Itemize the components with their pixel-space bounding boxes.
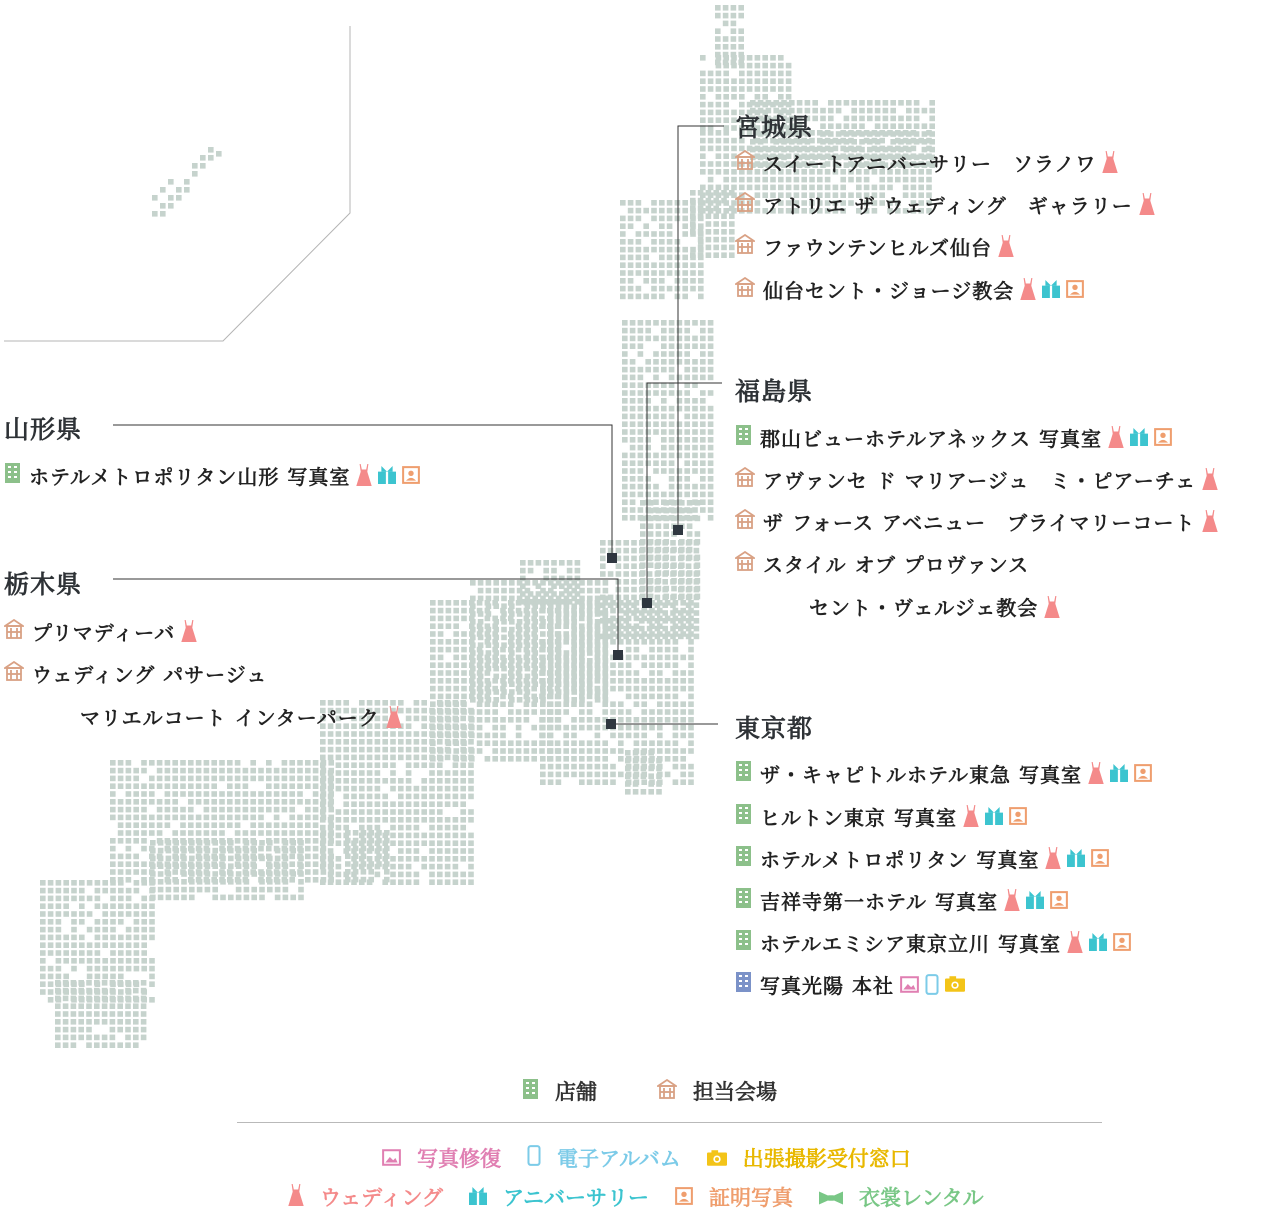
id-photo-icon bbox=[402, 466, 426, 484]
venue-row bbox=[735, 149, 1124, 175]
legend-services-row-1 bbox=[382, 1143, 937, 1173]
venue-name-line2 bbox=[80, 702, 408, 731]
legend-venue bbox=[657, 1076, 777, 1106]
venue-icon bbox=[735, 150, 755, 175]
dress-icon bbox=[1044, 596, 1066, 618]
venue-icon bbox=[735, 551, 755, 576]
legend-costume bbox=[819, 1182, 984, 1212]
venue-name: 吉祥寺第一ホテル 写真室 bbox=[760, 889, 998, 914]
marker-fukushima bbox=[642, 598, 652, 608]
dress-icon bbox=[1108, 426, 1130, 448]
dress-icon bbox=[1139, 193, 1161, 215]
venue-icon bbox=[735, 192, 755, 217]
gift-icon bbox=[469, 1185, 495, 1210]
venue-name: ホテルエミシア東京立川 写真室 bbox=[760, 931, 1061, 956]
venue-name-line2-text: マリエルコート インターパーク bbox=[80, 706, 380, 730]
marker-miyagi bbox=[673, 525, 683, 535]
dress-icon bbox=[1088, 762, 1110, 784]
venue-row bbox=[735, 887, 1074, 913]
photo-restore-icon bbox=[900, 976, 925, 993]
venue-row bbox=[4, 660, 380, 730]
service-icons bbox=[1004, 889, 1074, 911]
marker-yamagata bbox=[607, 553, 617, 563]
marker-tochigi bbox=[613, 650, 623, 660]
id-photo-icon bbox=[1091, 849, 1115, 867]
dress-icon bbox=[963, 805, 985, 827]
venue-row bbox=[735, 803, 1033, 829]
dress-icon bbox=[1067, 931, 1089, 953]
legend-anniversary-label: アニバーサリー bbox=[503, 1185, 650, 1210]
venue-icon bbox=[735, 234, 755, 259]
venue-name: スタイル オブ プロヴァンス bbox=[763, 552, 1030, 577]
service-icons bbox=[900, 974, 971, 995]
okinawa-inset-frame bbox=[4, 26, 350, 341]
dress-icon bbox=[181, 620, 203, 642]
service-icons bbox=[963, 805, 1033, 827]
service-icons bbox=[386, 706, 408, 728]
legend-outdoor bbox=[707, 1143, 911, 1173]
venue-row bbox=[735, 191, 1161, 217]
dress-icon bbox=[998, 235, 1020, 257]
venue-name: アヴァンセ ド マリアージュ ミ・ピアーチェ bbox=[763, 468, 1197, 493]
e-album-icon bbox=[527, 1145, 549, 1171]
service-icons bbox=[998, 235, 1020, 257]
gift-icon bbox=[1042, 280, 1066, 298]
id-photo-icon bbox=[1113, 933, 1137, 951]
venue-name-line2-text: セント・ヴェルジェ教会 bbox=[809, 596, 1039, 620]
region-title-miyagi: 宮城県 bbox=[735, 113, 814, 142]
dress-icon bbox=[1102, 151, 1124, 173]
venue-name: ウェディング パサージュ bbox=[32, 662, 268, 687]
service-icons bbox=[1139, 193, 1161, 215]
service-icons bbox=[181, 620, 203, 642]
gift-icon bbox=[1026, 891, 1050, 909]
camera-icon bbox=[707, 1146, 735, 1171]
legend-store-label: 店舗 bbox=[555, 1079, 597, 1104]
legend-id-photo bbox=[675, 1182, 793, 1212]
legend-anniversary bbox=[469, 1182, 649, 1212]
venue-row bbox=[4, 618, 203, 644]
service-icons bbox=[1108, 426, 1178, 448]
venue-row bbox=[735, 971, 971, 997]
region-title-tokyo: 東京都 bbox=[735, 714, 814, 743]
venue-icon bbox=[735, 467, 755, 492]
photo-restore-icon bbox=[382, 1146, 409, 1171]
venue-icon bbox=[4, 619, 24, 644]
legend-building-types bbox=[522, 1076, 803, 1106]
legend-store bbox=[522, 1076, 597, 1106]
e-album-icon bbox=[925, 974, 945, 995]
venue-icon bbox=[735, 277, 755, 302]
store-icon bbox=[4, 463, 21, 488]
service-icons bbox=[1088, 762, 1158, 784]
dress-icon bbox=[1202, 510, 1224, 532]
service-icons bbox=[1044, 596, 1066, 618]
dress-icon bbox=[1004, 889, 1026, 911]
venue-row bbox=[735, 466, 1224, 492]
venue-name-line2 bbox=[809, 592, 1066, 621]
venue-row bbox=[735, 508, 1224, 534]
dress-icon bbox=[1202, 468, 1224, 490]
dress-icon bbox=[1045, 847, 1067, 869]
gift-icon bbox=[1110, 764, 1134, 782]
venue-row bbox=[735, 276, 1090, 302]
service-icons bbox=[1045, 847, 1115, 869]
venue-name: ファウンテンヒルズ仙台 bbox=[763, 235, 992, 260]
venue-row bbox=[4, 462, 426, 488]
dress-icon bbox=[386, 706, 408, 728]
venue-name: ザ・キャピトルホテル東急 写真室 bbox=[760, 762, 1082, 787]
id-photo-icon bbox=[1009, 807, 1033, 825]
legend-divider bbox=[237, 1122, 1102, 1123]
venue-row bbox=[735, 424, 1178, 450]
store-icon bbox=[735, 846, 752, 871]
venue-name: 仙台セント・ジョージ教会 bbox=[763, 278, 1015, 303]
dress-icon bbox=[288, 1184, 312, 1211]
id-photo-icon bbox=[1134, 764, 1158, 782]
region-title-yamagata: 山形県 bbox=[4, 415, 83, 444]
legend-photo-restore-label: 写真修復 bbox=[417, 1146, 501, 1171]
id-photo-icon bbox=[1154, 428, 1178, 446]
service-icons bbox=[1202, 510, 1224, 532]
dress-icon bbox=[356, 464, 378, 486]
bowtie-icon bbox=[819, 1185, 851, 1210]
legend-costume-label: 衣裳レンタル bbox=[859, 1185, 984, 1210]
id-photo-icon bbox=[1050, 891, 1074, 909]
legend-outdoor-label: 出張撮影受付窓口 bbox=[742, 1146, 911, 1171]
legend-wedding bbox=[288, 1182, 443, 1212]
venue-name: アトリエ ザ ウェディング ギャラリー bbox=[763, 193, 1133, 218]
legend-id-photo-label: 証明写真 bbox=[709, 1185, 794, 1210]
service-icons bbox=[1020, 278, 1090, 300]
venue-icon bbox=[4, 661, 24, 686]
legend-venue-label: 担当会場 bbox=[693, 1079, 777, 1104]
store-icon bbox=[735, 888, 752, 913]
venue-row bbox=[735, 550, 1039, 620]
store-icon bbox=[735, 761, 752, 786]
legend-photo-restore bbox=[382, 1143, 501, 1173]
region-title-tochigi: 栃木県 bbox=[4, 570, 83, 599]
dress-icon bbox=[1020, 278, 1042, 300]
legend-wedding-label: ウェディング bbox=[320, 1185, 444, 1210]
legend-e-album-label: 電子アルバム bbox=[557, 1146, 681, 1171]
gift-icon bbox=[1130, 428, 1154, 446]
venue-row bbox=[735, 233, 1020, 259]
venue-name: 写真光陽 本社 bbox=[760, 973, 894, 998]
venue-name: ホテルメトロポリタン 写真室 bbox=[760, 847, 1040, 872]
legend-e-album bbox=[527, 1143, 681, 1173]
marker-tokyo bbox=[606, 719, 616, 729]
store-icon bbox=[735, 930, 752, 955]
venue-name: ザ フォース アベニュー ブライマリーコート bbox=[763, 510, 1196, 535]
venue-name: ヒルトン東京 写真室 bbox=[760, 805, 957, 830]
venue-row bbox=[735, 929, 1137, 955]
service-icons bbox=[1102, 151, 1124, 173]
venue-icon bbox=[657, 1079, 685, 1104]
venue-icon bbox=[735, 509, 755, 534]
venue-row bbox=[735, 760, 1158, 786]
venue-row bbox=[735, 845, 1115, 871]
gift-icon bbox=[1067, 849, 1091, 867]
venue-name: プリマディーバ bbox=[32, 620, 176, 645]
venue-name: ホテルメトロポリタン山形 写真室 bbox=[29, 464, 351, 489]
camera-icon bbox=[945, 976, 971, 992]
region-title-fukushima: 福島県 bbox=[735, 377, 814, 406]
legend-services-row-2 bbox=[288, 1182, 1010, 1212]
service-icons bbox=[356, 464, 426, 486]
store-icon bbox=[735, 804, 752, 829]
service-icons bbox=[1067, 931, 1137, 953]
headquarters-icon bbox=[735, 972, 752, 997]
venue-name: 郡山ビューホテルアネックス 写真室 bbox=[760, 426, 1102, 451]
connector-yamagata bbox=[113, 425, 612, 558]
id-photo-icon bbox=[1066, 280, 1090, 298]
gift-icon bbox=[985, 807, 1009, 825]
service-icons bbox=[1202, 468, 1224, 490]
gift-icon bbox=[1089, 933, 1113, 951]
venue-name: スイートアニバーサリー ソラノワ bbox=[763, 151, 1097, 176]
store-icon bbox=[522, 1079, 547, 1104]
store-icon bbox=[735, 425, 752, 450]
gift-icon bbox=[378, 466, 402, 484]
id-photo-icon bbox=[675, 1185, 701, 1210]
